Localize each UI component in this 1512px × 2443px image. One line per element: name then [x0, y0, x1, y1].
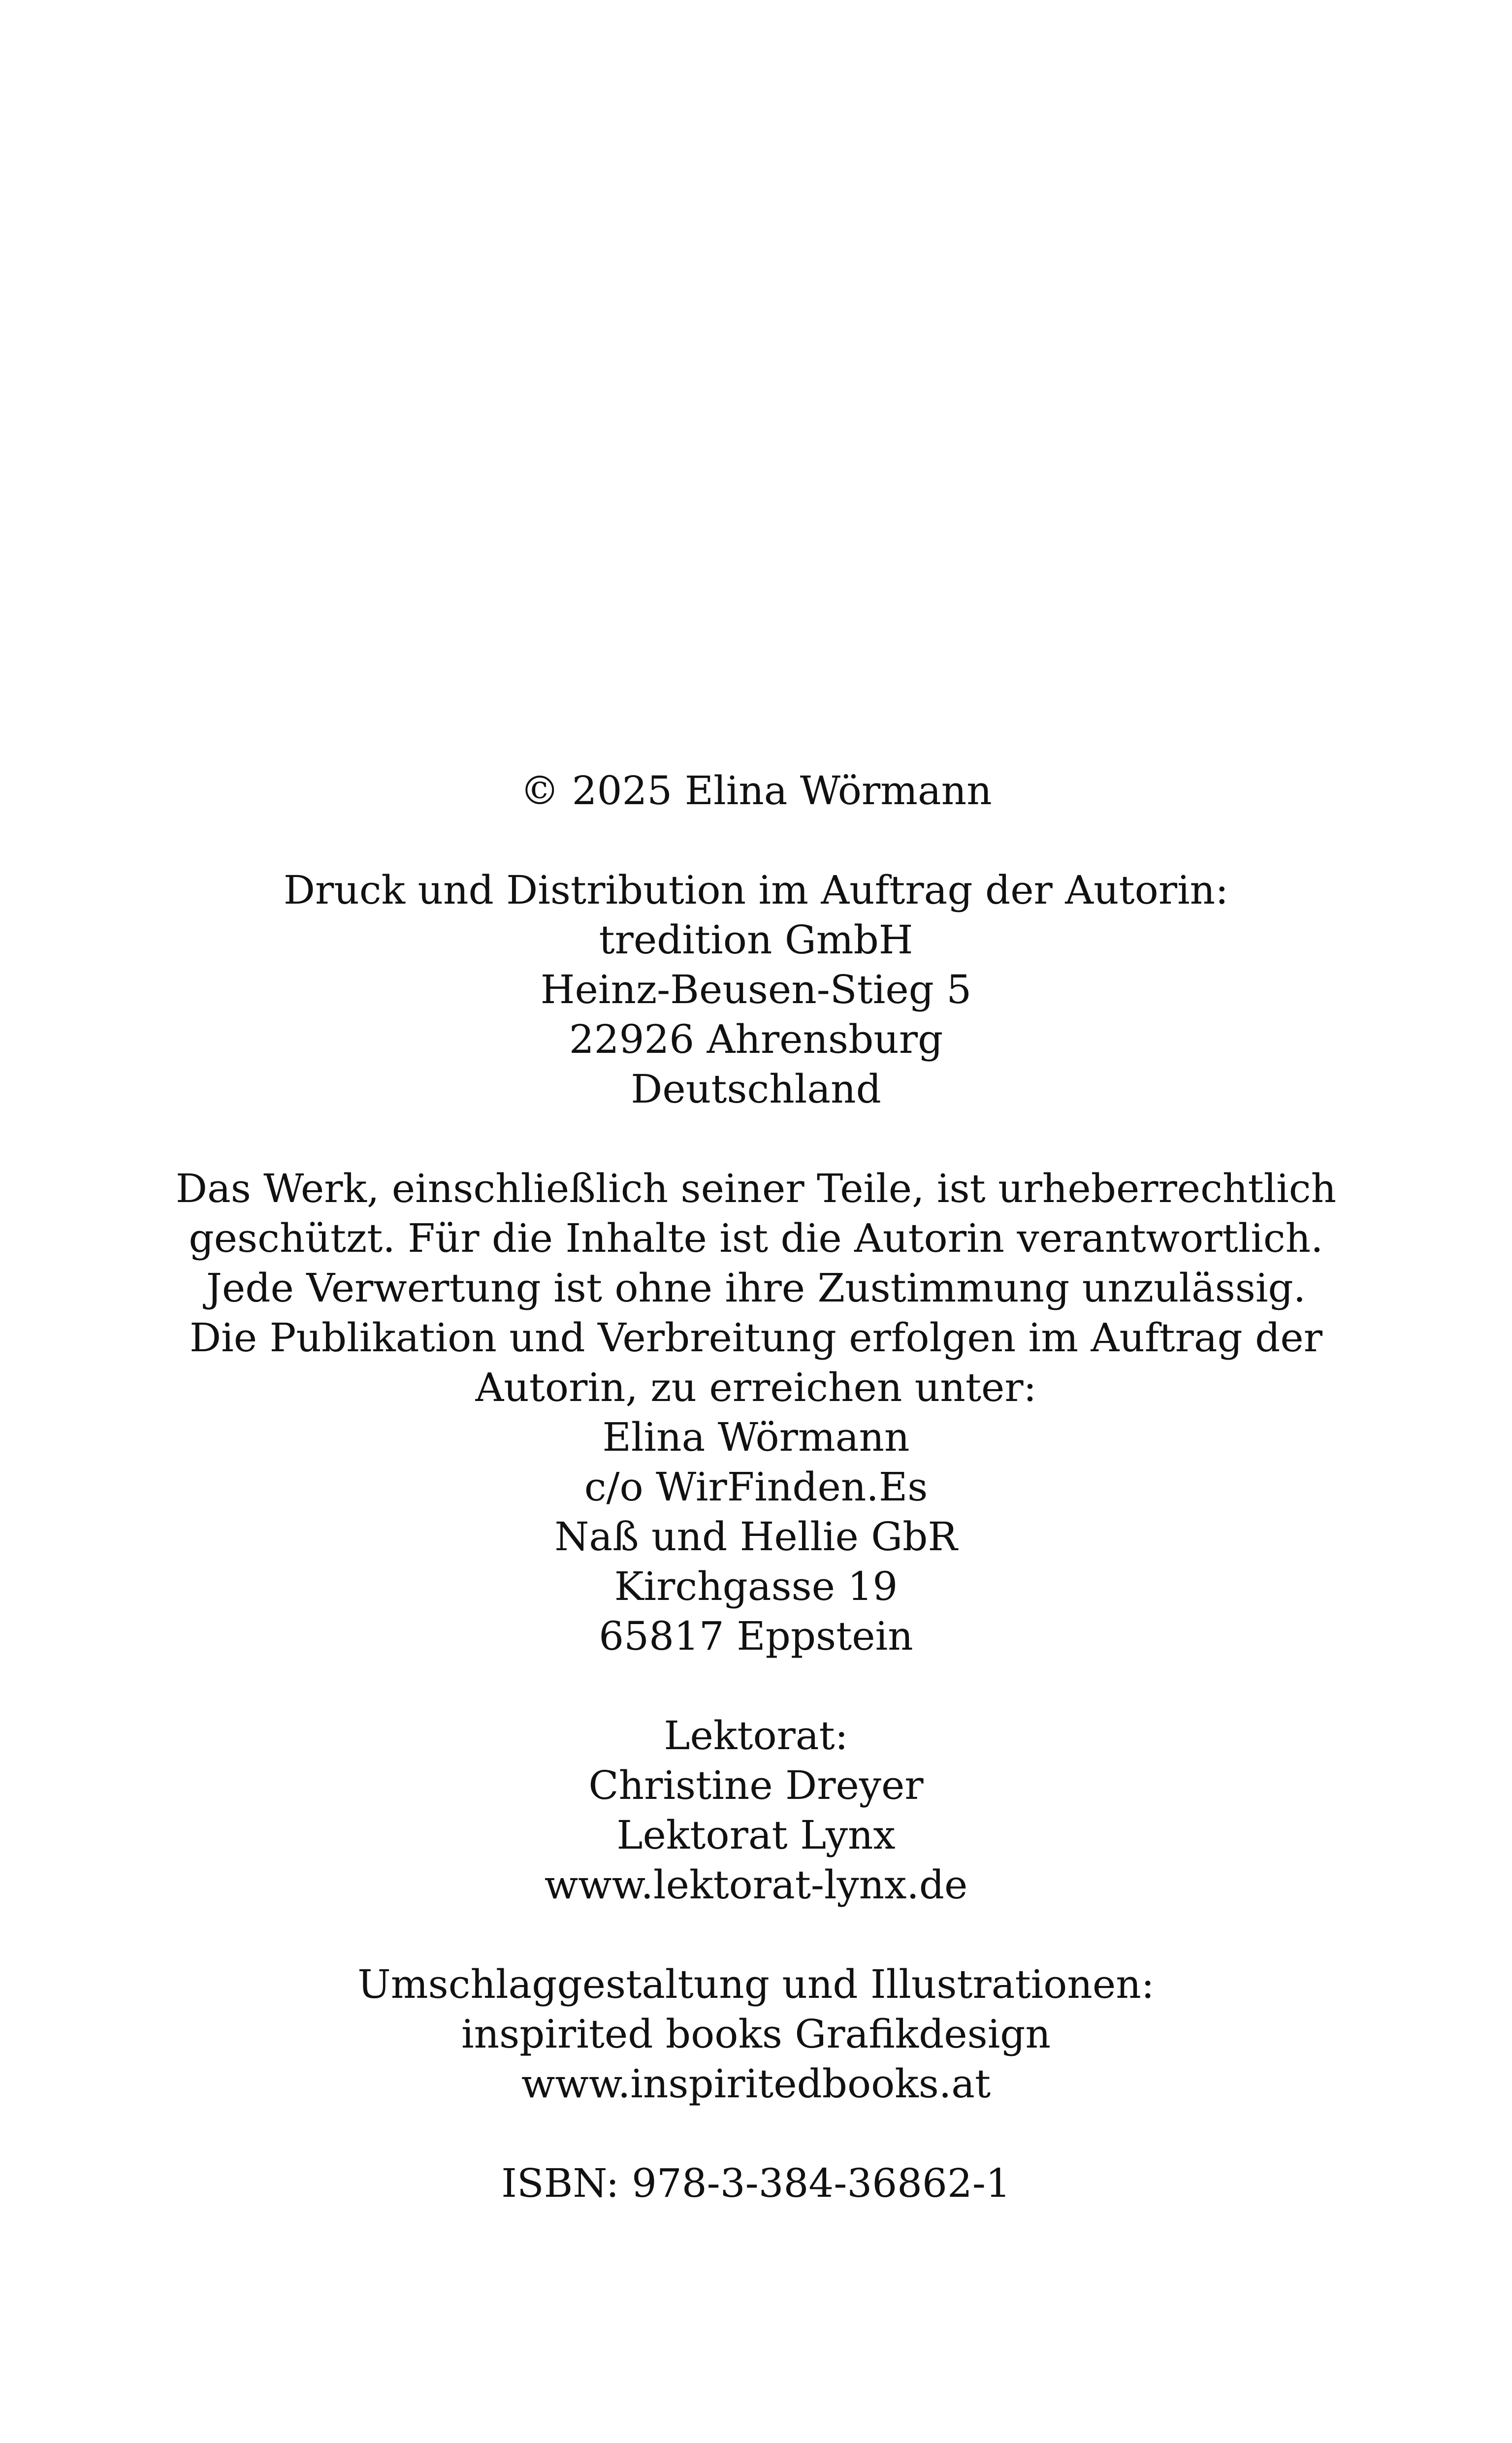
- copyright-block: [0, 766, 1512, 815]
- editing-heading: Lektorat:: [664, 1713, 848, 1759]
- spacer: [0, 2109, 1512, 2158]
- legal-line: geschützt. Für die Inhalte ist die Autorin verantwortlich.: [189, 1215, 1323, 1261]
- author-contact-care-of: c/o WirFinden.Es: [584, 1464, 928, 1510]
- publisher-street: Heinz-Beusen-Stieg 5: [540, 967, 972, 1012]
- editor-name: Christine Dreyer: [588, 1762, 924, 1808]
- imprint-text: [0, 766, 1512, 2208]
- publisher-name: tredition GmbH: [599, 917, 913, 963]
- designer-company: inspirited books Grafikdesign: [461, 2011, 1051, 2057]
- editor-website: www.lektorat-lynx.de: [544, 1862, 968, 1908]
- print-distribution-heading: Druck und Distribution im Auftrag der Autorin:: [283, 867, 1229, 913]
- isbn-block: [0, 2158, 1512, 2208]
- publisher-country: Deutschland: [631, 1066, 881, 1112]
- spacer: [0, 815, 1512, 865]
- cover-design-block: [0, 1959, 1512, 2109]
- legal-block: [0, 1164, 1512, 1661]
- legal-line: Jede Verwertung ist ohne ihre Zustimmung unzulässig.: [206, 1265, 1306, 1311]
- legal-line: Autorin, zu erreichen unter:: [475, 1365, 1037, 1410]
- editing-block: [0, 1711, 1512, 1910]
- author-contact-name: Elina Wörmann: [602, 1414, 910, 1460]
- author-contact-company: Naß und Hellie GbR: [554, 1514, 958, 1560]
- copyright-notice: © 2025 Elina Wörmann: [520, 768, 992, 814]
- spacer: [0, 1114, 1512, 1164]
- cover-design-heading: Umschlaggestaltung und Illustrationen:: [357, 1961, 1155, 2007]
- author-contact-city: 65817 Eppstein: [599, 1613, 913, 1659]
- legal-line: Die Publikation und Verbreitung erfolgen im Auftrag der: [190, 1315, 1322, 1361]
- editor-company: Lektorat Lynx: [616, 1812, 896, 1858]
- author-contact-street: Kirchgasse 19: [614, 1564, 898, 1609]
- designer-website: www.inspiritedbooks.at: [521, 2061, 991, 2107]
- spacer: [0, 1910, 1512, 1959]
- isbn: ISBN: 978-3-384-36862-1: [501, 2160, 1011, 2206]
- spacer: [0, 1661, 1512, 1711]
- legal-line: Das Werk, einschließlich seiner Teile, ist urheberrechtlich: [175, 1166, 1337, 1211]
- publisher-city: 22926 Ahrensburg: [569, 1016, 943, 1062]
- print-distribution-block: [0, 865, 1512, 1114]
